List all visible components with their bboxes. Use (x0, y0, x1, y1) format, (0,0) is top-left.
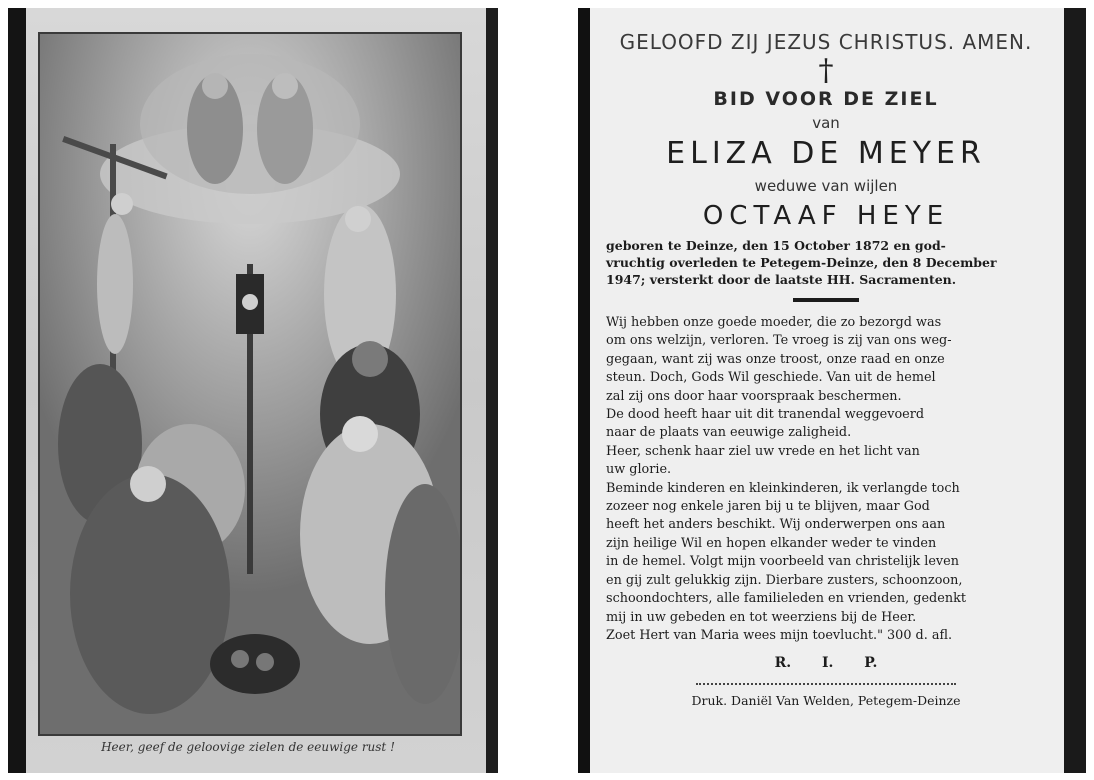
van-label: van (812, 114, 840, 132)
body-line: steun. Doch, Gods Wil geschiede. Van uit de hemel (606, 370, 936, 386)
heading-praise: GELOOFD ZIJ JEZUS CHRISTUS. AMEN. (619, 30, 1033, 54)
card-text (606, 30, 1046, 708)
body-line: naar de plaats van eeuwige zaligheid. (606, 425, 852, 441)
divider-rule (793, 298, 859, 302)
birth-line: geboren te Deinze, den 15 October 1872 en god- (606, 238, 946, 253)
birth-death-details (606, 237, 1046, 288)
body-line: Heer, schenk haar ziel uw vrede en het licht van (606, 443, 920, 459)
cross-icon: † (818, 53, 834, 88)
card-left-dark-edge (578, 8, 590, 773)
deceased-name: ELIZA DE MEYER (666, 136, 986, 171)
body-line: gegaan, want zij was onze troost, onze raad en onze (606, 351, 945, 367)
printer-credit: Druk. Daniël Van Welden, Petegem-Deinze (691, 693, 961, 709)
widow-line: weduwe van wijlen (754, 177, 898, 195)
card-right-dark-edge (486, 8, 498, 773)
body-line: en gij zult gelukkig zijn. Dierbare zusters, schoonzoon, (606, 572, 963, 588)
pray-for-soul-heading: BID VOOR DE ZIEL (713, 88, 939, 110)
body-line: De dood heeft haar uit dit tranendal weggevoerd (606, 407, 925, 423)
card-right-dark-edge (1064, 8, 1086, 773)
body-line: zal zij ons door haar voorspraak beschermen. (606, 388, 902, 404)
body-line: in de hemel. Volgt mijn voorbeeld van christelijk leven (606, 554, 959, 570)
birth-line: 1947; versterkt door de laatste HH. Sacramenten. (606, 272, 957, 287)
prayer-card-front (8, 8, 498, 773)
body-line: heeft het anders beschikt. Wij onderwerpen ons aan (606, 517, 946, 533)
birth-line: vruchtig overleden te Petegem-Deinze, den 8 December (606, 255, 997, 270)
body-line: zijn heilige Wil en hopen elkander weder te vinden (606, 535, 937, 551)
devotional-image (38, 32, 462, 736)
devotional-image-illustration (40, 34, 460, 734)
body-line: schoondochters, alle familieleden en vrienden, gedenkt (606, 591, 966, 607)
body-line: Wij hebben onze goede moeder, die zo bezorgd was (606, 315, 942, 330)
body-line: Zoet Hert van Maria wees mijn toevlucht." 300 d. afl. (606, 627, 953, 643)
card-left-dark-edge (8, 8, 26, 773)
image-caption: Heer, geef de geloovige zielen de eeuwige rust ! (101, 740, 395, 754)
husband-name: OCTAAF HEYE (702, 201, 950, 231)
body-line: uw glorie. (606, 462, 672, 478)
memorial-text (606, 314, 1046, 645)
prayer-card-back (578, 8, 1086, 773)
rip-text: R. I. P. (774, 655, 878, 672)
dotted-divider (696, 683, 956, 685)
body-line: zozeer nog enkele jaren bij u te blijven, maar God (606, 499, 930, 515)
body-line: om ons welzijn, verloren. Te vroeg is zij van ons weg- (606, 333, 952, 349)
body-line: mij in uw gebeden en tot weerziens bij de Heer. (606, 609, 917, 625)
body-line: Beminde kinderen en kleinkinderen, ik verlangde toch (606, 480, 960, 496)
